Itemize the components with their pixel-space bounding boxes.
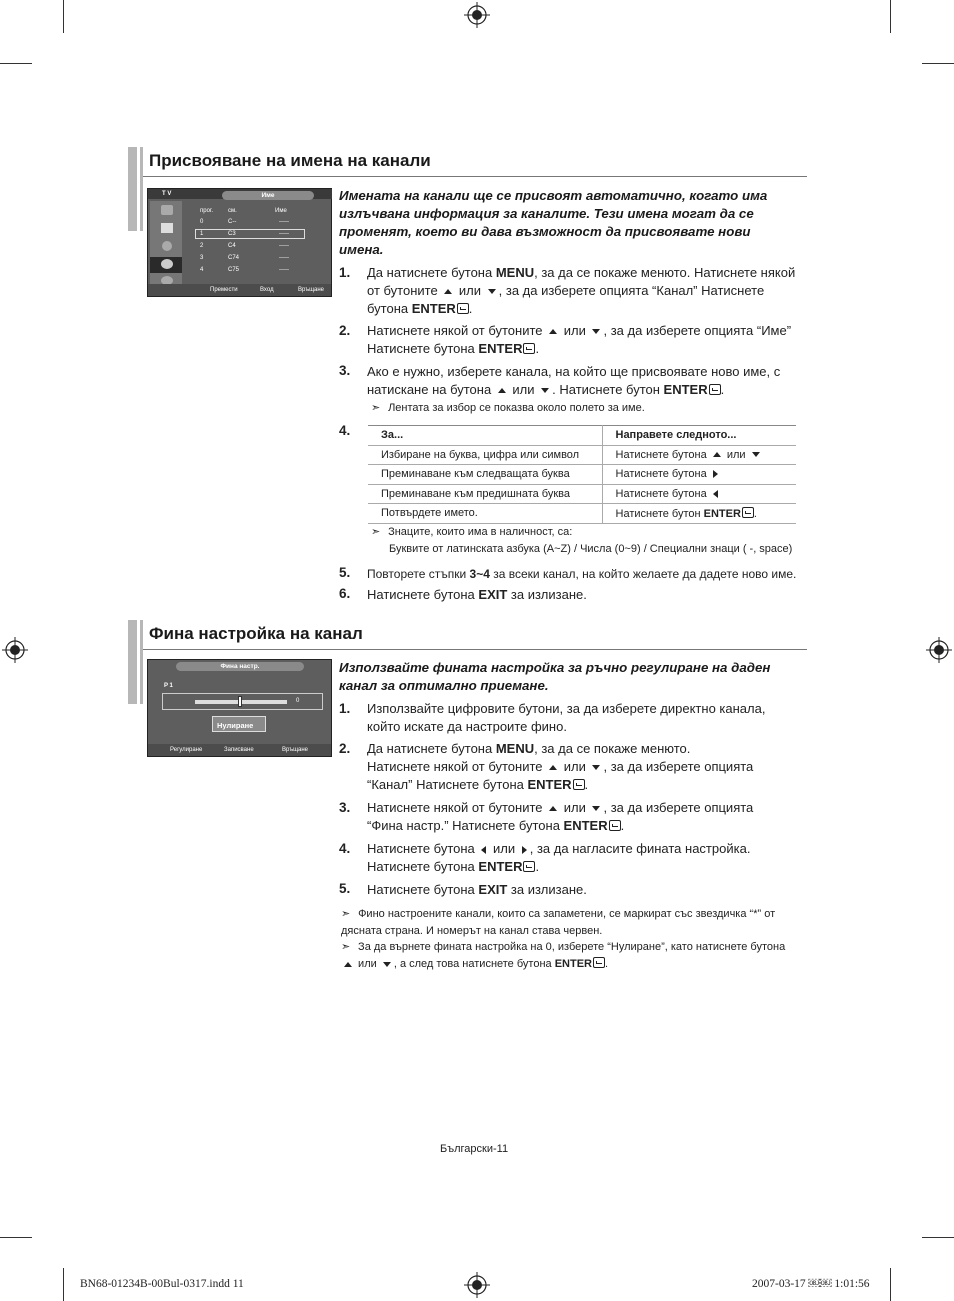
channel-cell: C-- bbox=[228, 219, 237, 225]
step-text: Натиснете бутона EXIT за излизане. bbox=[367, 587, 587, 602]
section-bar bbox=[128, 620, 137, 704]
crop-mark bbox=[890, 0, 891, 33]
tv-fine-tune-screen bbox=[147, 659, 332, 757]
step-text: Ако е нужно, изберете канала, на който ще присвоявате ново име, с натискане на бутона или . Натиснете бутон ENTER . bbox=[367, 364, 781, 397]
col-header: прог. bbox=[200, 208, 214, 214]
channel-cell: ----- bbox=[279, 267, 289, 273]
channel-cell: C3 bbox=[228, 231, 236, 237]
screen-header: Име bbox=[222, 191, 314, 200]
step-number: 1. bbox=[339, 701, 351, 716]
page-number: Български-11 bbox=[440, 1143, 509, 1155]
channel-cell: ----- bbox=[279, 255, 289, 261]
crop-mark bbox=[63, 1268, 64, 1301]
step-text: Натиснете някой от бутоните или , за да изберете опцията “Име” Натиснете бутона ENTER . bbox=[367, 323, 792, 356]
fine-tune-box bbox=[162, 693, 323, 710]
table-cell: Натиснете бутона или bbox=[602, 445, 796, 465]
step-number: 2. bbox=[339, 323, 351, 338]
table-header: За... bbox=[368, 426, 602, 446]
section-rule bbox=[143, 176, 807, 177]
crop-mark bbox=[63, 0, 64, 33]
channel-cell: 2 bbox=[200, 243, 204, 249]
footer-label: Премести bbox=[210, 287, 238, 293]
crop-mark bbox=[922, 1237, 954, 1238]
step-number: 3. bbox=[339, 800, 351, 815]
section-bar bbox=[140, 147, 143, 231]
section-title: Присвояване на имена на канали bbox=[149, 151, 431, 170]
fine-tune-slider-handle bbox=[238, 696, 242, 707]
step-number: 2. bbox=[339, 741, 351, 756]
footer-label: Вход bbox=[260, 287, 274, 293]
channel-cell: C4 bbox=[228, 243, 236, 249]
section-rule bbox=[143, 649, 807, 650]
table-row bbox=[368, 445, 796, 465]
note: ➣ Знаците, които има в наличност, са: bbox=[371, 526, 573, 538]
file-info: BN68-01234B-00Bul-0317.indd 11 bbox=[80, 1278, 244, 1290]
program-label: P 1 bbox=[164, 683, 173, 689]
step-number: 5. bbox=[339, 565, 351, 580]
channel-cell: 3 bbox=[200, 255, 204, 261]
footer-label: Записване bbox=[224, 747, 254, 753]
footer-label: Регулиране bbox=[170, 747, 203, 753]
registration-mark-icon bbox=[464, 2, 490, 28]
registration-mark-icon bbox=[464, 1272, 490, 1298]
crop-mark bbox=[890, 1268, 891, 1301]
table-cell: Натиснете бутона bbox=[602, 484, 796, 504]
step-number: 3. bbox=[339, 363, 351, 378]
registration-mark-icon bbox=[2, 637, 28, 663]
col-header: Име bbox=[275, 208, 287, 214]
tv-tab-label: T V bbox=[162, 191, 172, 197]
timestamp: 2007-03-17 ￼￼ 1:01:56 bbox=[752, 1278, 870, 1290]
section-bar bbox=[128, 147, 137, 231]
sidebar-icons bbox=[150, 201, 182, 285]
channel-cell: C74 bbox=[228, 255, 240, 261]
section-intro: Имената на канали ще се присвоят автоматично, когато има излъчвана информация за каналите. Тези имена могат да се променят, което ви дава възможност да присвоявате нови имена. bbox=[339, 188, 768, 257]
channel-cell: ----- bbox=[279, 231, 289, 237]
channel-cell: 4 bbox=[200, 267, 204, 273]
crop-mark bbox=[922, 63, 954, 64]
step-text: Натиснете бутона EXIT за излизане. bbox=[367, 882, 587, 897]
table-cell: Потвърдете името. bbox=[368, 504, 602, 524]
tv-footer bbox=[148, 284, 331, 296]
tv-menu-screen bbox=[147, 188, 332, 297]
step-number: 4. bbox=[339, 423, 351, 438]
table-row bbox=[368, 504, 796, 524]
note: ➣ За да върнете фината настройка на 0, изберете “Нулиране”, като натиснете бутона или , а след това натиснете бутона ENTER . bbox=[341, 941, 786, 970]
table-cell: Натиснете бутон ENTER . bbox=[602, 504, 796, 524]
operations-table bbox=[368, 425, 796, 524]
table-cell: Преминаване към предишната буква bbox=[368, 484, 602, 504]
screen-header: Фина настр. bbox=[176, 662, 304, 671]
table-cell: Избиране на буква, цифра или символ bbox=[368, 445, 602, 465]
col-header: см. bbox=[228, 208, 237, 214]
channel-cell: 1 bbox=[200, 231, 204, 237]
table-row bbox=[368, 465, 796, 485]
reset-label: Нулиране bbox=[217, 721, 254, 730]
channel-cell: ----- bbox=[279, 219, 289, 225]
channel-cell: ----- bbox=[279, 243, 289, 249]
channel-cell: 0 bbox=[200, 219, 204, 225]
section-intro: Използвайте фината настройка за ръчно регулиране на даден канал за оптимално приемане. bbox=[339, 660, 771, 693]
note: Буквите от латинската азбука (A~Z) / Числа (0~9) / Специални знаци ( -, space) bbox=[389, 543, 793, 555]
step-number: 1. bbox=[339, 265, 351, 280]
crop-mark bbox=[0, 1237, 32, 1238]
step-text: Използвайте цифровите бутони, за да изберете директно канала, който искате да настроите фино. bbox=[367, 701, 766, 734]
crop-mark bbox=[0, 63, 32, 64]
table-row bbox=[368, 484, 796, 504]
table-cell: Преминаване към следващата буква bbox=[368, 465, 602, 485]
registration-mark-icon bbox=[926, 637, 952, 663]
footer-label: Връщане bbox=[298, 287, 325, 293]
step-text: Натиснете бутона или , за да нагласите фината настройка. Натиснете бутона ENTER . bbox=[367, 841, 751, 874]
note: ➣ Фино настроените канали, които са запаметени, се маркират със звездичка “*” от дясната страна. И номерът на канал става червен. bbox=[341, 908, 776, 937]
section-bar bbox=[140, 620, 143, 704]
table-header: Направете следното... bbox=[602, 426, 796, 446]
step-number: 6. bbox=[339, 586, 351, 601]
fine-tune-value: 0 bbox=[296, 698, 300, 704]
reset-button bbox=[212, 716, 266, 732]
section-title: Фина настройка на канал bbox=[149, 624, 363, 643]
step-text: Да натиснете бутона MENU, за да се покаже менюто. Натиснете някой от бутоните или , за да изберете опцията “Канал” Натиснете бутона ENTER . bbox=[367, 741, 754, 792]
channel-cell: C75 bbox=[228, 267, 240, 273]
step-number: 5. bbox=[339, 881, 351, 896]
step-text: Повторете стъпки 3~4 за всеки канал, на който желаете да дадете ново име. bbox=[367, 567, 797, 581]
step-text: Да натиснете бутона MENU, за да се покаже менюто. Натиснете някой от бутоните или , за да изберете опцията “Канал” Натиснете бутона ENTER . bbox=[367, 265, 796, 316]
footer-label: Връщане bbox=[282, 747, 309, 753]
tv-footer bbox=[148, 744, 331, 756]
step-text: Натиснете някой от бутоните или , за да изберете опцията “Фина настр.” Натиснете бутона ENTER . bbox=[367, 800, 754, 833]
table-cell: Натиснете бутона bbox=[602, 465, 796, 485]
note: ➣ Лентата за избор се показва около полето за име. bbox=[371, 402, 645, 414]
step-number: 4. bbox=[339, 841, 351, 856]
